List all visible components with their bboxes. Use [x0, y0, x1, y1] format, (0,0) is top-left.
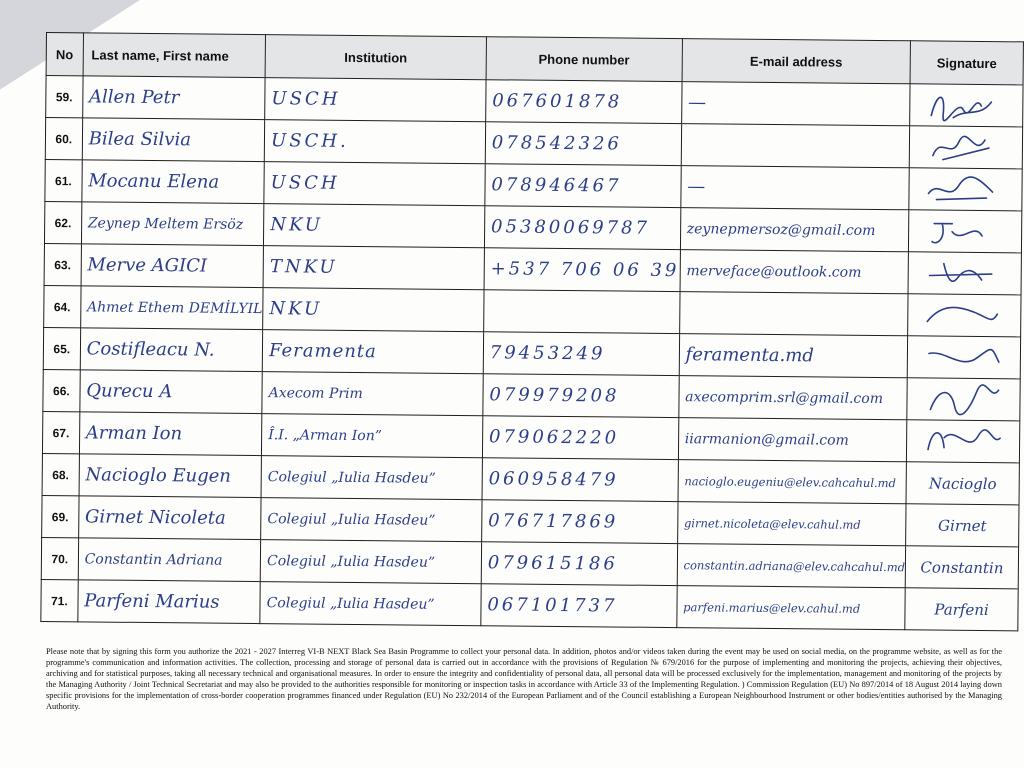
cell-institution-text: Axecom Prim — [268, 384, 363, 402]
cell-name — [82, 76, 265, 120]
header-institution: Institution — [265, 35, 486, 80]
cell-email-text: girnet.nicoleta@elev.cahul.md — [683, 515, 861, 532]
cell-phone-text: 079979208 — [489, 384, 620, 407]
handwritten-signature: Nacioglo — [928, 473, 997, 493]
cell-name — [80, 328, 263, 372]
cell-signature — [910, 84, 1023, 127]
cell-phone-text: 05380069787 — [490, 216, 651, 239]
handwritten-signature — [922, 255, 1008, 292]
cell-email — [678, 418, 907, 462]
cell-institution — [260, 540, 481, 584]
cell-signature — [907, 336, 1020, 379]
row-number: 65. — [43, 327, 80, 369]
cell-signature — [907, 378, 1020, 421]
row-number: 64. — [44, 285, 81, 327]
cell-institution — [262, 372, 483, 416]
cell-institution — [261, 456, 482, 500]
table-row — [41, 579, 1018, 630]
cell-phone — [485, 164, 681, 208]
handwritten-signature: Parfeni — [934, 600, 989, 619]
cell-institution-text: USCH — [271, 88, 341, 110]
cell-phone-text: 067601878 — [492, 90, 623, 113]
cell-phone-text: 079615186 — [487, 552, 618, 575]
cell-email — [678, 376, 907, 420]
cell-email-text: — — [687, 92, 707, 114]
cell-email-text: zeynepmersoz@gmail.com — [686, 220, 876, 239]
cell-institution-text: Colegiul „Iulia Hasdeu” — [266, 552, 436, 571]
handwritten-signature: Constantin — [920, 557, 1004, 577]
cell-email-text: axecomprim.srl@gmail.com — [685, 388, 884, 407]
row-number: 59. — [46, 76, 83, 118]
cell-email — [678, 460, 907, 504]
header-no: No — [46, 33, 83, 76]
cell-email — [676, 586, 905, 630]
handwritten-signature — [922, 213, 1008, 250]
cell-phone-text: 079062220 — [488, 426, 620, 449]
header-email: E-mail address — [682, 39, 911, 84]
cell-email — [677, 502, 906, 546]
cell-email-text: iiarmanion@gmail.com — [684, 430, 849, 449]
cell-institution — [264, 204, 485, 248]
cell-signature — [909, 210, 1022, 253]
cell-phone-text: 076717869 — [488, 510, 619, 533]
handwritten-signature — [920, 381, 1006, 418]
cell-phone-text: 060958479 — [488, 468, 619, 491]
handwritten-signature — [921, 297, 1007, 334]
cell-name — [79, 454, 262, 498]
handwritten-signature: Girnet — [938, 516, 987, 535]
cell-institution-text: NKU — [269, 298, 323, 320]
header-phone: Phone number — [486, 37, 682, 82]
cell-phone-text: 067101737 — [487, 594, 618, 617]
cell-phone — [481, 542, 677, 586]
cell-email — [681, 82, 910, 126]
cell-email — [681, 124, 910, 168]
cell-institution — [264, 162, 485, 206]
cell-institution — [265, 78, 486, 122]
cell-name-text: Merve AGICI — [87, 254, 208, 277]
cell-institution — [261, 498, 482, 542]
row-number: 61. — [45, 159, 82, 201]
cell-institution — [263, 246, 484, 290]
cell-name — [81, 202, 264, 246]
handwritten-signature — [922, 171, 1008, 208]
row-number: 66. — [43, 369, 80, 411]
cell-institution-text: USCH. — [270, 130, 349, 152]
cell-phone — [483, 332, 679, 376]
cell-email — [681, 166, 910, 210]
handwritten-signature — [923, 129, 1009, 166]
cell-email-text: — — [687, 176, 706, 198]
row-number: 69. — [42, 495, 79, 537]
cell-phone-text: 078542326 — [491, 132, 623, 155]
cell-institution-text: USCH — [270, 172, 340, 194]
cell-name-text: Bilea Silvia — [88, 128, 192, 151]
cell-institution — [262, 330, 483, 374]
cell-email — [679, 334, 908, 378]
handwritten-signature — [923, 87, 1009, 124]
cell-institution — [260, 582, 481, 626]
cell-institution — [263, 288, 484, 332]
cell-name-text: Constantin Adriana — [84, 550, 223, 569]
header-name: Last name, First name — [83, 33, 266, 78]
row-number: 70. — [41, 537, 78, 579]
handwritten-signature — [920, 423, 1006, 460]
cell-signature — [906, 504, 1019, 547]
cell-name — [78, 580, 261, 624]
cell-email-text: nacioglo.eugeniu@elev.cahcahul.md — [684, 473, 897, 490]
cell-email-text: feramenta.md — [685, 344, 814, 367]
cell-email — [679, 292, 908, 336]
cell-institution-text: Feramenta — [268, 340, 377, 363]
cell-email — [680, 208, 909, 252]
handwritten-signature — [921, 339, 1007, 376]
cell-name-text: Costifleacu N. — [86, 338, 215, 361]
privacy-disclaimer: Please note that by signing this form you authorize the 2021 - 2027 Interreg VI-B NEXT Black Sea Basin Programme to collect your personal data. In addition, photos and/or videos taken during the event may be used on social media, on the programme website, as well as for the programme's communication and information activities. The collection, processing and storage of personal data is carried out in accordance with the provisions of Regulation № 679/2016 for the purpose of implementing and monitoring the projects, achieving their objectives, archiving and for statistical purposes, taking all necessary technical and organisational measures. In order to ensure the integrity and confidentiality of personal data, all personal data will be processed exclusively for the implementation, management and monitoring of the projects by the Managing Authority / Joint Technical Secretariat and may also be provided to the authorities responsible for monitoring or inspection tasks in accordance with Article 33 of the Implementing Regulation. ) Commission Regulation (EU) No 897/2014 of 18 August 2014 laying down specific provisions for the implementation of cross-border cooperation programmes financed under Regulation (EU) No 232/2014 of the European Parliament and of the Council establishing a European Neighbourhood Instrument or other bodies/entities authorised by the Managing Authority. — [46, 647, 1002, 711]
cell-email-text: parfeni.marius@elev.cahul.md — [683, 599, 861, 616]
cell-name-text: Mocanu Elena — [88, 170, 220, 193]
cell-phone — [483, 374, 679, 418]
cell-phone-text: 79453249 — [489, 342, 606, 365]
cell-phone — [482, 500, 678, 544]
cell-name-text: Parfeni Marius — [84, 590, 220, 613]
row-number: 71. — [41, 579, 78, 621]
cell-email-text: merveface@outlook.com — [686, 262, 862, 281]
cell-phone-text: 078946467 — [491, 174, 622, 197]
cell-name-text: Ahmet Ethem DEMİLYIL — [86, 298, 263, 317]
cell-signature — [908, 252, 1021, 295]
cell-name-text: Girnet Nicoleta — [84, 506, 226, 529]
cell-phone — [484, 248, 680, 292]
cell-institution — [264, 120, 485, 164]
cell-name — [78, 496, 261, 540]
cell-signature — [906, 462, 1019, 505]
cell-phone — [482, 416, 678, 460]
cell-phone — [482, 458, 678, 502]
cell-name — [82, 160, 265, 204]
cell-name — [79, 412, 262, 456]
cell-institution-text: Colegiul „Iulia Hasdeu” — [267, 468, 436, 487]
cell-name — [80, 370, 263, 414]
cell-name-text: Zeynep Meltem Ersöz — [87, 214, 244, 233]
cell-signature — [909, 126, 1022, 169]
cell-institution-text: NKU — [270, 214, 324, 236]
cell-phone — [484, 290, 680, 334]
cell-name — [81, 244, 264, 288]
cell-email — [680, 250, 909, 294]
cell-email-text: constantin.adriana@elev.cahcahul.md — [683, 557, 906, 574]
cell-signature — [905, 588, 1018, 631]
cell-institution-text: Colegiul „Iulia Hasdeu” — [266, 594, 435, 613]
cell-signature — [905, 546, 1018, 589]
row-number: 62. — [44, 201, 81, 243]
cell-name — [78, 538, 261, 582]
cell-phone — [484, 206, 680, 250]
cell-signature — [908, 294, 1021, 337]
cell-name-text: Qurecu A — [86, 380, 173, 403]
cell-phone-text: +537 706 06 39 — [490, 258, 680, 282]
row-number: 68. — [42, 453, 79, 495]
header-signature: Signature — [910, 41, 1023, 85]
attendance-table — [40, 32, 1024, 631]
cell-phone — [481, 584, 677, 628]
cell-signature — [909, 168, 1022, 211]
cell-institution — [262, 414, 483, 458]
cell-signature — [907, 420, 1020, 463]
cell-name-text: Arman Ion — [85, 422, 183, 445]
cell-institution-text: Î.I. „Arman Ion” — [268, 426, 383, 444]
cell-name — [80, 286, 263, 330]
row-number: 67. — [42, 411, 79, 453]
cell-institution-text: Colegiul „Iulia Hasdeu” — [267, 510, 436, 529]
cell-phone — [485, 122, 681, 166]
row-number: 63. — [44, 243, 81, 285]
cell-name-text: Nacioglo Eugen — [85, 464, 232, 487]
cell-phone — [486, 80, 682, 124]
cell-name-text: Allen Petr — [88, 86, 180, 109]
cell-email — [677, 544, 906, 588]
cell-name — [82, 118, 265, 162]
row-number: 60. — [45, 118, 82, 160]
cell-institution-text: TNKU — [269, 256, 338, 278]
